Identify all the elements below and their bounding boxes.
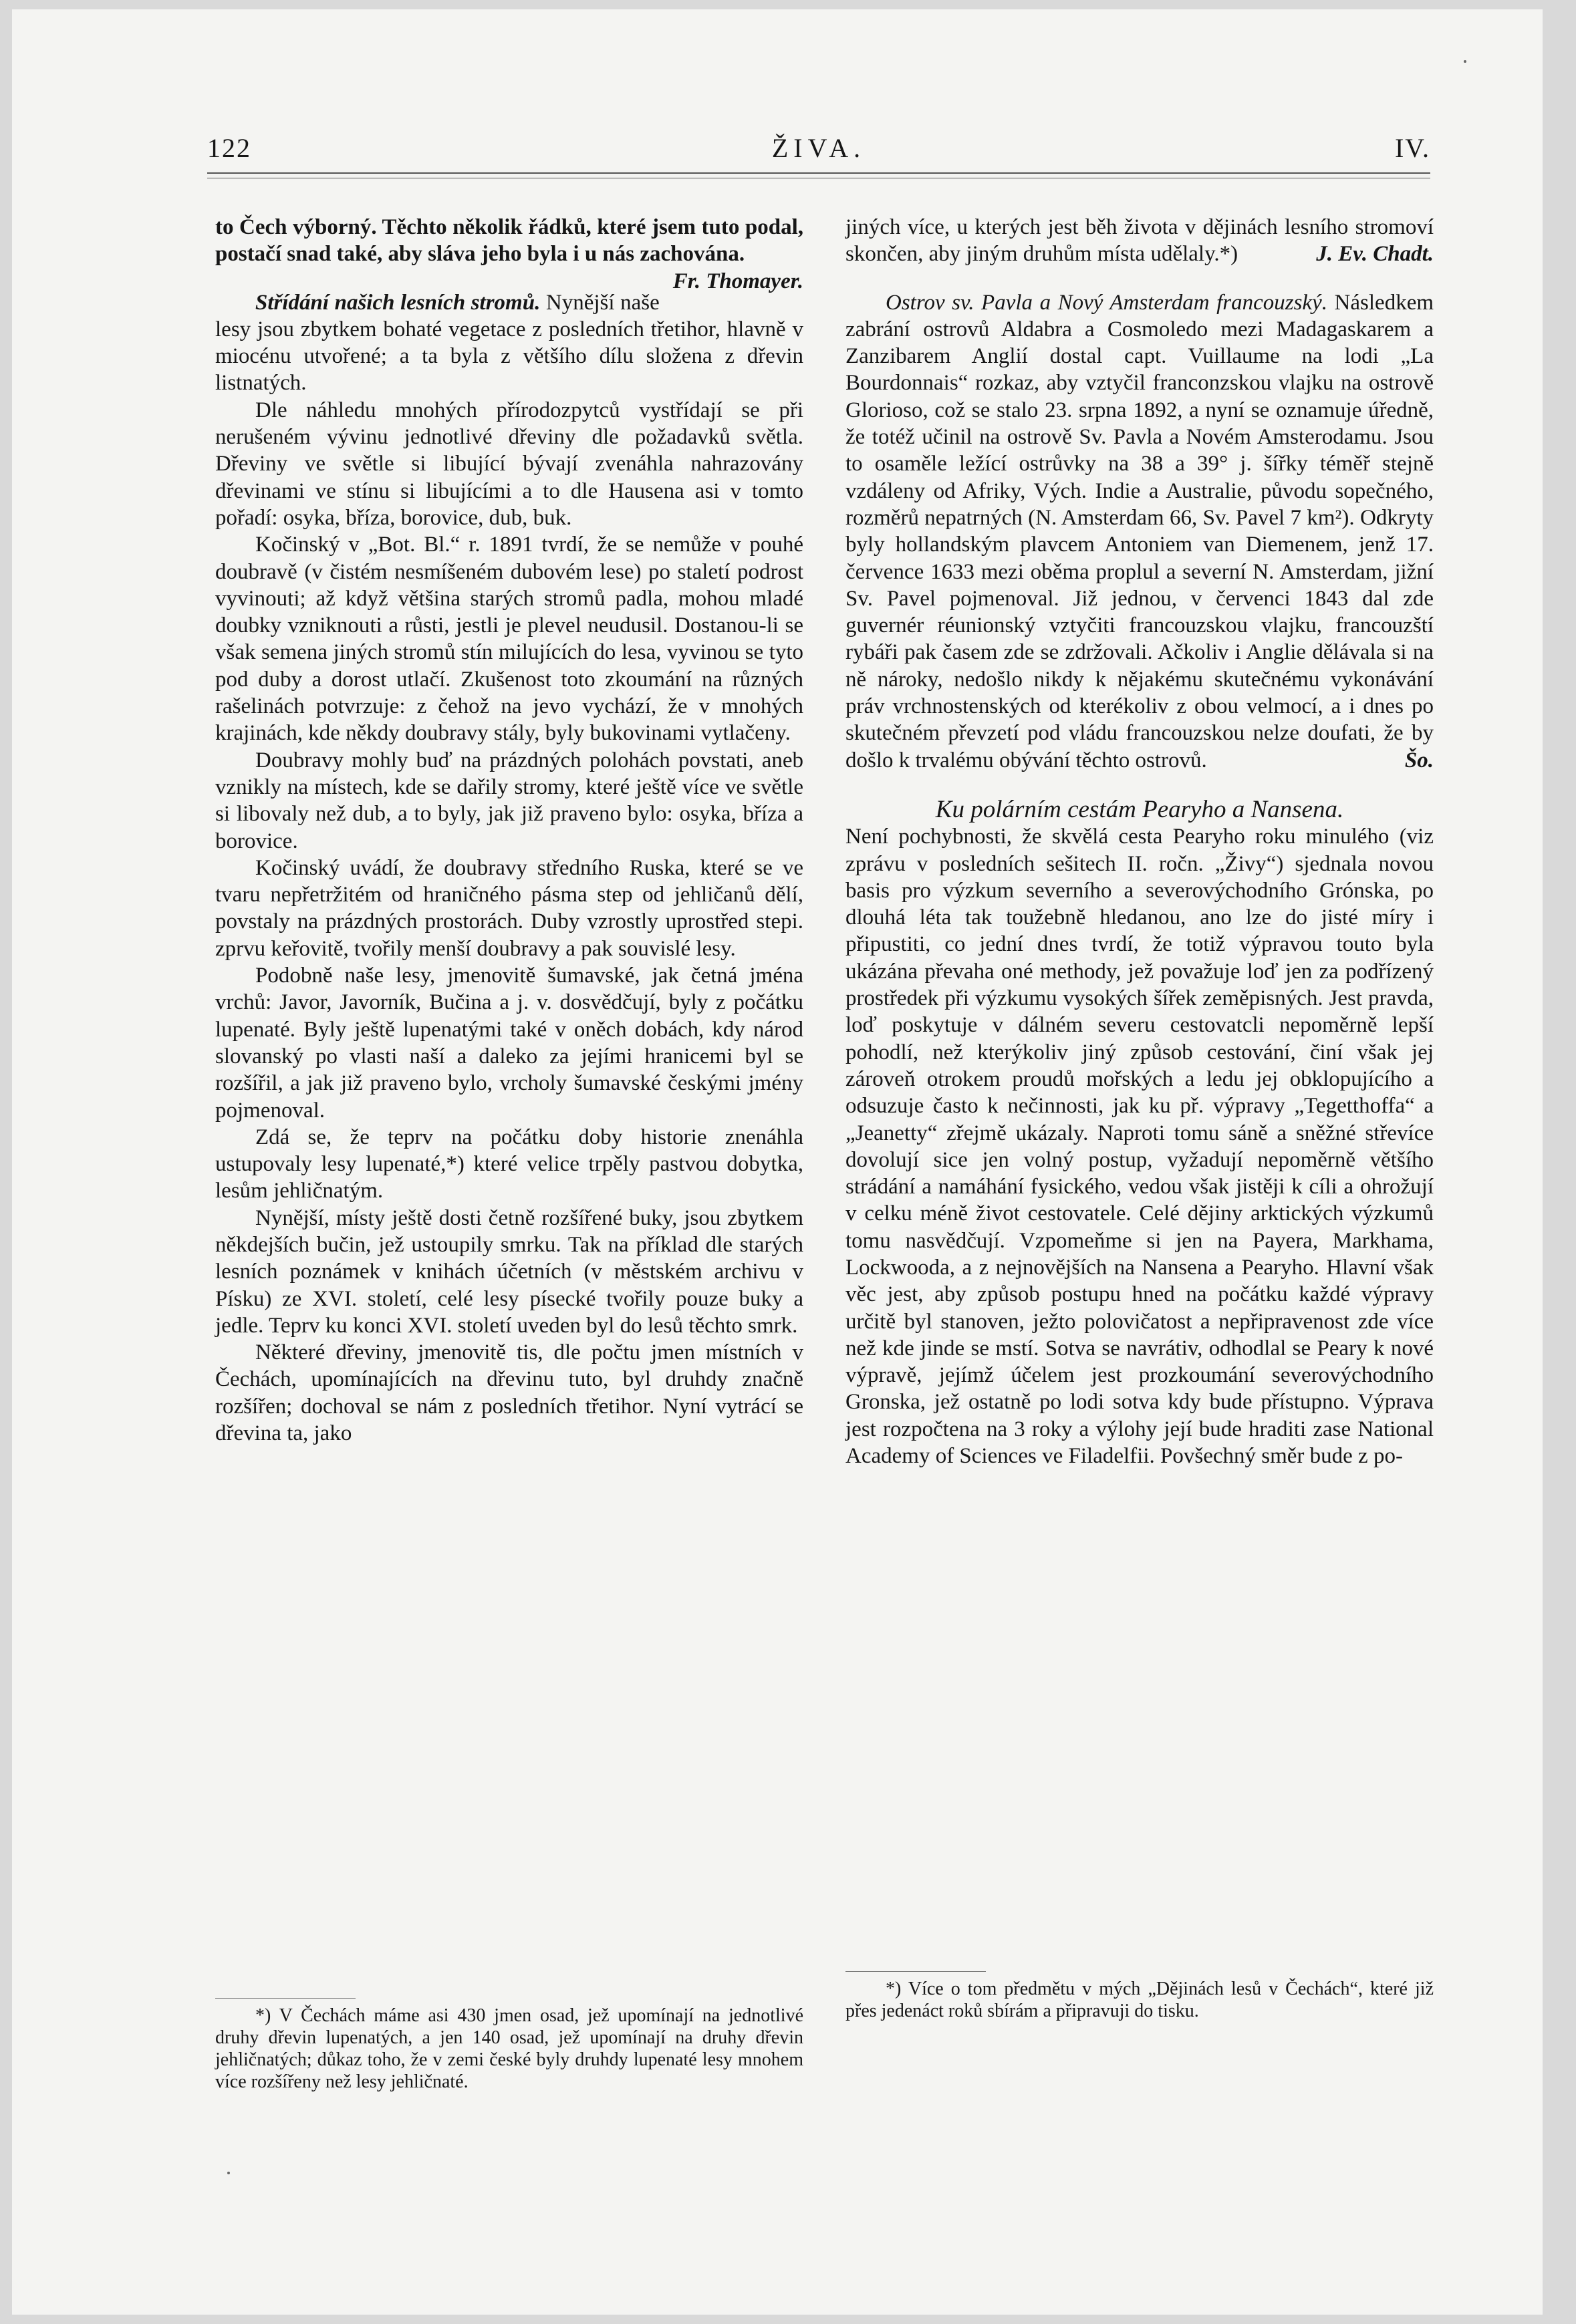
paragraph: Kočinský uvádí, že doubravy středního Ruska, které se ve tvaru nepřetržitém od hraničného pásma step od jehličanů dělí, povstaly na prázdných prostorách. Duby vzrostly uprostřed stepi. zprvu keřovitě, tvořily menší doubravy a pak souvislé lesy. bbox=[215, 855, 803, 961]
footnote-rule bbox=[215, 1998, 356, 1999]
page-number: 122 bbox=[207, 133, 251, 163]
volume-number: IV. bbox=[1394, 133, 1430, 163]
paragraph: Některé dřeviny, jmenovitě tis, dle počtu jmen místních v Čechách, upomínajících na dřevinu tuto, byl druhdy značně rozšířen; dochoval se nám z posledních třetihor. Nyní vytrácí se dřevina ta, jako bbox=[215, 1340, 803, 1446]
paragraph: Zdá se, že teprv na počátku doby historie znenáhla ustupovaly lesy lupenaté,*) které velice trpěly pastvou dobytka, lesům jehličnatým. bbox=[215, 1125, 803, 1203]
footnote-rule bbox=[845, 1971, 986, 1972]
paragraph: Doubravy mohly buď na prázdných polohách povstati, aneb vznikly na místech, kde se dařily stromy, které ještě více ve světle si libovaly než dub, a to byly, jak již praveno bylo: osyka, bříza a borovice. bbox=[215, 748, 803, 853]
signature: Šo. bbox=[1404, 748, 1434, 772]
paragraph: Dle náhledu mnohých přírodozpytců vystřídají se při nerušeném vývinu jednotlivé dřeviny dle požadavků světla. Dřeviny ve světle si libující bývají zvenáhla nahrazovány dřevinami ve stínu si libujícími a to dle Hausena asi v tomto pořadí: osyka, bříza, borovice, dub, buk. bbox=[215, 398, 803, 530]
article-title: Střídání našich lesních stromů. bbox=[255, 290, 541, 315]
footnote-text: *) Více o tom předmětu v mých „Dějinách lesů v Čechách“, které již přes jedenáct roků sbírám a připravuji do tisku. bbox=[845, 1979, 1434, 2021]
article-title: Ostrov sv. Pavla a Nový Amsterdam francouzský. bbox=[886, 290, 1327, 315]
footnote-right bbox=[845, 1978, 1434, 2022]
print-speck bbox=[227, 2172, 230, 2174]
footnote-text: *) V Čechách máme asi 430 jmen osad, jež upomínají na jednotlivé druhy dřevin lupenatých, a jen 140 osad, jež upomínají na druhy dřevin jehličnatých; důkaz toho, že v zemi české byly druhdy lupenaté lesy mnohem více rozšířeny než lesy jehličnaté. bbox=[215, 2005, 803, 2092]
signature: Fr. Thomayer. bbox=[672, 269, 803, 293]
running-header bbox=[207, 132, 1430, 172]
paragraph: Není pochybnosti, že skvělá cesta Pearyho roku minulého (viz zprávu v posledních sešitech II. ročn. „Živy“) sjednala novou basis pro výzkum severního a severovýchodního Grónska, po dlouhá léta tak toužebně hledanou, ano lze do jisté míry i připustiti, co jední dnes tvrdí, že totiž výpravou touto byla ukázána převaha oné methody, jež považuje loď jen za podřízený prostředek při výzkumu vysokých šířek zeměpisných. Jest pravda, loď poskytuje v dálném severu cestovatcli nepoměrně lepší pohodlí, než kterýkoliv jiný způsob cestování, činí však jej zároveň otrokem proudů mořských a ledu jej obklopujícího a odsuzuje často k nečinnosti, jak ku př. výpravy „Tegetthoffa“ a „Jeanetty“ zřejmě ukázaly. Naproti tomu sáně a sněžné střevíce dovolují sice jen volný postup, vyžadují nepoměrně většího strádání a namáhání fysického, vedou však jistěji k cíli a ohrožují v celku méně život cestovatele. Celé dějiny arktických výzkumů tomu nasvědčují. Vzpomeňme si jen na Payera, Markhama, Lockwooda, a z nejnovějších na Nansena a Pearyho. Hlavní však věc jest, aby způsob postupu hned na počátku každé výpravy určitě byl stanoven, ježto polovičatost a nepřipravenost zde více než kde jinde se mstí. Sotva se navrátiv, odhodlal se Peary k nové výpravě, jejímž účelem jest prozkoumání severovýchodního Gronska, jež ostatně po lodi sotva kdy bude přístupno. Výprava jest rozpočtena na 3 roky a výlohy její bude hraditi zase National Academy of Sciences ve Filadelfii. Povšechný směr bude z po- bbox=[845, 825, 1434, 1469]
paragraph: Podobně naše lesy, jmenovitě šumavské, jak četná jména vrchů: Javor, Javorník, Bučina a j. v. dosvědčují, byly z počátku lupenaté. Byly ještě lupenatými také v oněch dobách, kdy národ slovanský po vlasti naší a daleko za jejími hranicemi byl se rozšířil, a jak již praveno bylo, vrcholy šumavské českými jmény pojmenoval. bbox=[215, 964, 803, 1123]
journal-title: ŽIVA. bbox=[771, 133, 866, 163]
paragraph: to Čech výborný. Těchto několik řádků, které jsem tuto podal, postačí snad také, aby sláva jeho byla i u nás zachována. Fr. Thomayer. bbox=[215, 214, 803, 268]
paragraph: Nynější, místy ještě dosti četně rozšířené buky, jsou zbytkem někdejších bučin, jež ustoupily smrku. Tak na příklad dle starých lesních poznámek v knihách účetních (v městském archivu v Písku) ze XVI. století, celé lesy písecké tvořily pouze buky a jedle. Teprv ku konci XVI. století uveden byl do lesů těchto smrk. bbox=[215, 1205, 803, 1338]
signature: J. Ev. Chadt. bbox=[1316, 242, 1434, 267]
footnote-left bbox=[215, 2005, 803, 2093]
article-heading: Ku polárním cestám Pearyho a Nansena. bbox=[935, 795, 1344, 823]
paragraph: Kočinský v „Bot. Bl.“ r. 1891 tvrdí, že se nemůže v pouhé doubravě (v čistém nesmíšeném dubovém lese) po staletí podrost vyvinouti; až když většina starých stromů padla, mohou mladé doubky vzniknouti a růsti, jestli je plevel neudusil. Dostanou-li se však semena jiných stromů stín milujících do lesa, vyvinou se tyto pod duby a dorost utlačí. Zkušenost toto zkoumání na různých rašelinách potvrzuje: z čehož na jevo vychází, že v mnohých krajinách, kde někdy doubravy stály, byly bukovinami vytlačeny. bbox=[215, 533, 803, 746]
print-speck bbox=[1464, 60, 1466, 63]
article-paragraph: Ostrov sv. Pavla a Nový Amsterdam francouzský. Následkem zabrání ostrovů Aldabra a Cosmoledo mezi Madagaskarem a Zanzibarem Anglií dostal capt. Vuillaume na lodi „La Bourdonnais“ rozkaz, aby vztyčil franconzskou vlajku na ostrově Glorioso, což se stalo 23. srpna 1892, a nyní se oznamuje úředně, že totéž učinil na ostrově Sv. Pavla a Novém Amsterodamu. Jsou to osaměle ležící ostrůvky na 38 a 39° j. šířky téměř stejně vzdáleny od Afriky, Vých. Indie a Australie, původu sopečného, rozměrů nepatrných (N. Amsterdam 66, Sv. Pavel 7 km²). Odkryty byly hollandským plavcem Antoniem van Diemenem, jenž 17. července 1633 mezi oběma proplul a severní N. Amsterdam, jižní Sv. Pavel pojmenoval. Již jednou, v červenci 1843 dal zde guvernér réunionský vztyčiti francouzskou vlajku, francouzští rybáři pak časem zde se zdržovali. Ačkoliv i Anglie dělávala si na ně nároky, nedošlo nikdy k nějakému skutečnému vykonávání práv vrchnostenských od kterékoliv z obou velmocí, a i dnes po skutečném převzetí pod vládu francouzskou nelze doufati, že by došlo k trvalému obývání těchto ostrovů. Šo. bbox=[845, 289, 1434, 774]
left-column bbox=[215, 214, 803, 1447]
article-paragraph: Střídání našich lesních stromů. Nynější naše lesy jsou zbytkem bohaté vegetace z posledních třetihor, hlavně v miocénu utvořené; a ta byla z většího dílu složena z dřevin listnatých. bbox=[215, 290, 803, 396]
right-column bbox=[845, 214, 1434, 1469]
header-rule bbox=[207, 172, 1430, 174]
paragraph: jiných více, u kterých jest běh života v dějinách lesního stromoví skončen, aby jiným druhům místa udělaly.*) J. Ev. Chadt. bbox=[845, 214, 1434, 268]
